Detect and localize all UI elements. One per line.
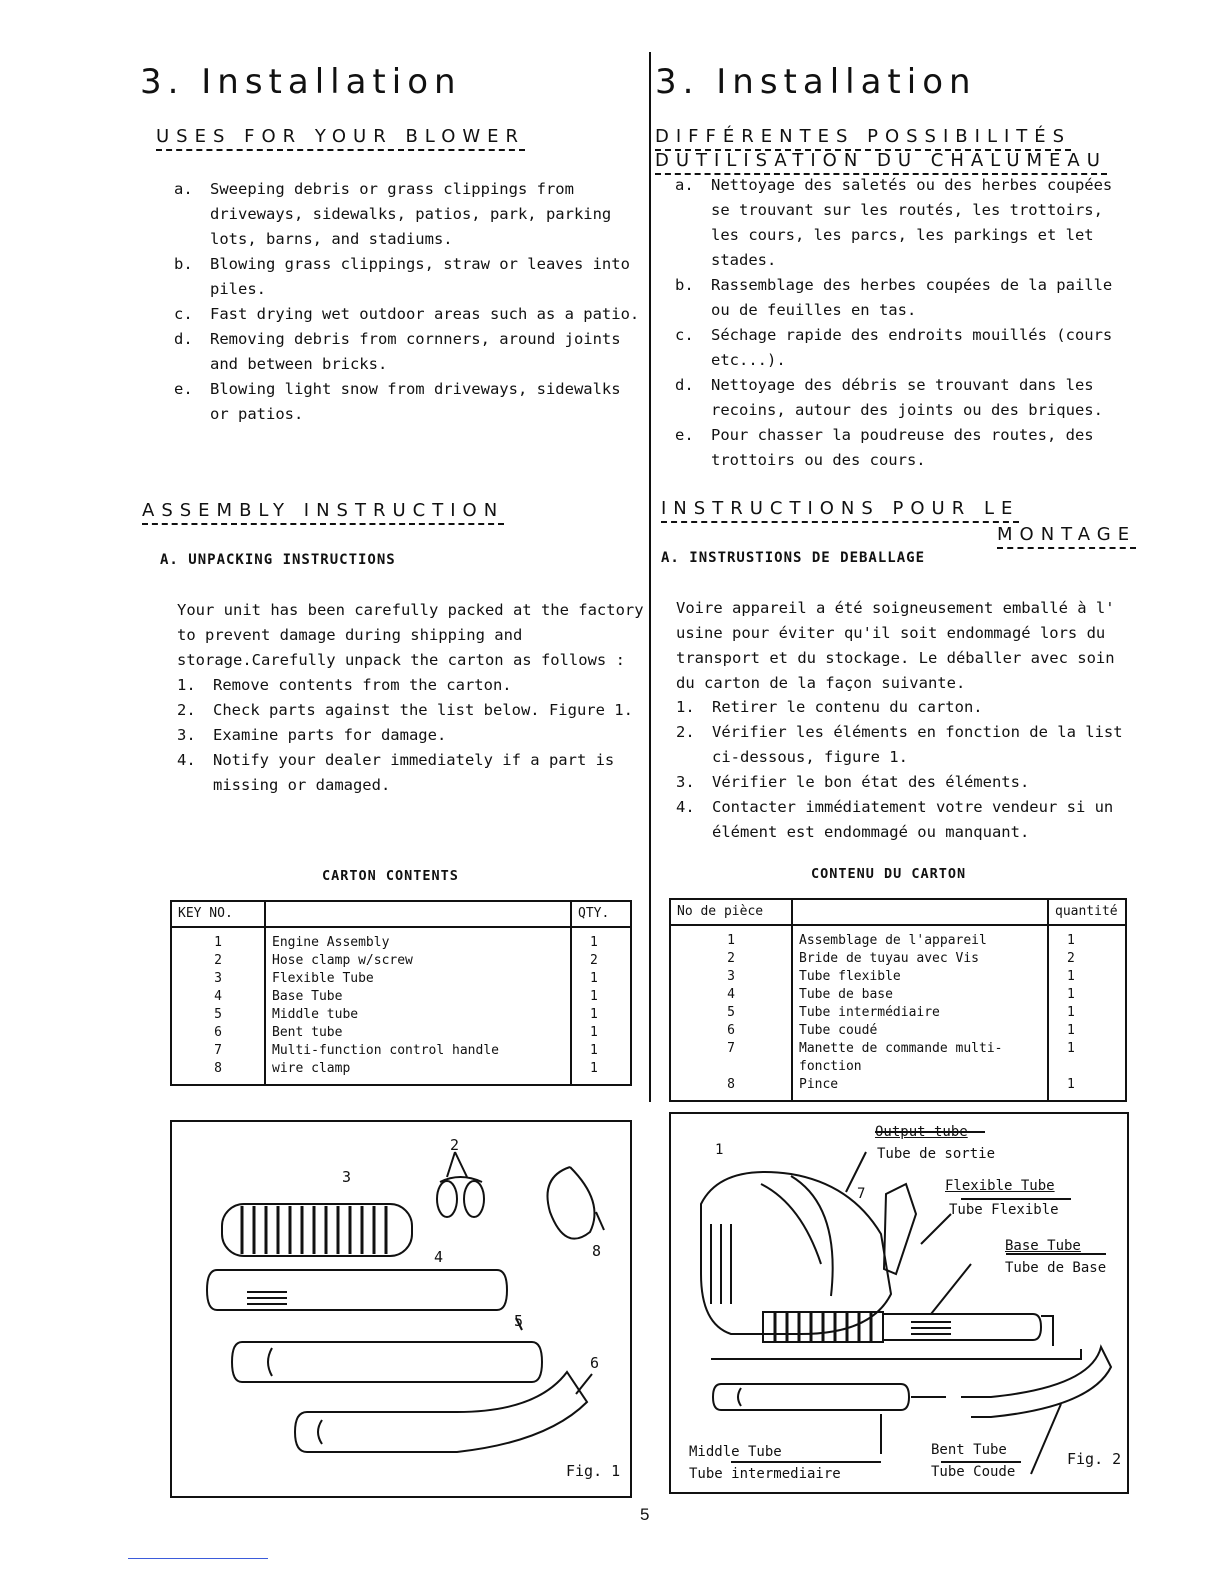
table-cell-qty: 1 [1048,1040,1126,1076]
col-key-fr: No de pièce [670,899,792,925]
list-item-text: Contacter immédiatement votre vendeur si un élément est endommagé ou manquant. [712,798,1114,841]
table-cell-desc: Middle tube [265,1006,571,1024]
fig2-output-fr: Tube de sortie [877,1146,996,1162]
list-item [675,173,1125,273]
table-cell-key: 1 [171,927,265,952]
list-item [676,770,1136,795]
table-cell-qty: 1 [571,927,631,952]
list-item-text: Notify your dealer immediately if a part is missing or damaged. [213,751,615,794]
fig2-bent-fr: Tube Coude [931,1464,1016,1480]
list-item-marker: a. [174,180,193,198]
list-item [177,698,642,723]
table-cell-desc: Tube de base [792,986,1048,1004]
assembly-heading-fr-2: MONTAGE [997,524,1136,549]
list-item-text: Blowing light snow from driveways, sidewalks or patios. [210,380,621,423]
table-cell-qty: 1 [1048,925,1126,950]
list-item [174,302,644,327]
table-cell-key: 7 [670,1040,792,1076]
assembly-heading-fr-1: INSTRUCTIONS POUR LE [661,498,1019,523]
table-cell-desc: Multi-function control handle [265,1042,571,1060]
table-row [171,1024,631,1042]
list-item-text: Blowing grass clippings, straw or leaves into piles. [210,255,630,298]
table-cell-key: 5 [171,1006,265,1024]
fig1-num-3: 3 [342,1168,352,1186]
table-cell-qty: 1 [1048,1076,1126,1101]
table-cell-desc: Base Tube [265,988,571,1006]
figure-2 [669,1112,1129,1494]
fig2-middle-fr: Tube intermediaire [689,1466,841,1482]
list-item [174,177,644,252]
table-cell-key: 1 [670,925,792,950]
fig2-bent-en: Bent Tube [931,1442,1007,1458]
table-cell-desc: Hose clamp w/screw [265,952,571,970]
figure-1-drawing [172,1122,630,1496]
fig1-label: Fig. 1 [566,1462,621,1480]
table-cell-qty: 1 [1048,1004,1126,1022]
list-item-marker: 2. [676,723,695,741]
table-row [670,1076,1126,1101]
table-cell-qty: 1 [571,1024,631,1042]
table-cell-qty: 2 [571,952,631,970]
unpacking-intro: Your unit has been carefully packed at the factory to prevent damage during shipping and storage.Carefully unpack the carton as follows : [177,601,644,669]
carton-table-fr [669,898,1127,1102]
table-cell-key: 3 [670,968,792,986]
list-item-marker: c. [174,305,193,323]
fig2-num-1: 1 [715,1142,724,1158]
table-cell-qty: 1 [1048,1022,1126,1040]
list-item [675,373,1125,423]
uses-heading-fr-2: DUTILISATION DU CHALUMEAU [655,150,1107,175]
table-row [670,950,1126,968]
table-cell-key: 2 [670,950,792,968]
list-item-text: Examine parts for damage. [213,726,447,744]
list-item [174,377,644,427]
fig1-num-4: 4 [434,1248,444,1266]
list-item-text: Retirer le contenu du carton. [712,698,983,716]
list-item [174,327,644,377]
list-item [676,795,1136,845]
list-item-marker: e. [675,426,694,444]
fig1-num-2: 2 [450,1136,460,1154]
page-title-fr: 3. Installation [655,62,977,102]
unpacking-steps-fr [676,695,1136,845]
table-cell-desc: Flexible Tube [265,970,571,988]
table-cell-desc: Manette de commande multi-fonction [792,1040,1048,1076]
table-row [171,1042,631,1060]
table-cell-qty: 2 [1048,950,1126,968]
fig2-flex-fr: Tube Flexible [949,1202,1059,1218]
list-item [177,673,642,698]
fig2-base-fr: Tube de Base [1005,1260,1107,1276]
table-cell-key: 8 [171,1060,265,1085]
list-item-marker: c. [675,326,694,344]
table-row [670,986,1126,1004]
fig1-num-6: 6 [590,1354,600,1372]
list-item [676,720,1136,770]
table-cell-desc: Engine Assembly [265,927,571,952]
carton-title: CARTON CONTENTS [322,868,459,884]
table-row [171,988,631,1006]
table-row [171,1060,631,1085]
table-row [171,970,631,988]
list-item-text: Check parts against the list below. Figure 1. [213,701,633,719]
table-cell-key: 4 [171,988,265,1006]
list-item [177,748,642,798]
table-cell-key: 4 [670,986,792,1004]
list-item-text: Rassemblage des herbes coupées de la paille ou de feuilles en tas. [711,276,1113,319]
table-cell-desc: Tube flexible [792,968,1048,986]
table-cell-key: 3 [171,970,265,988]
table-row [670,1022,1126,1040]
fig1-num-8: 8 [592,1242,602,1260]
list-item-marker: 1. [676,698,695,716]
footer-rule [128,1558,268,1559]
table-row [670,968,1126,986]
table-cell-qty: 1 [1048,986,1126,1004]
page-title: 3. Installation [140,62,462,102]
col-desc [265,901,571,927]
column-divider [649,52,651,1102]
table-cell-desc: Tube coudé [792,1022,1048,1040]
list-item-marker: 1. [177,676,196,694]
unpacking-intro-fr: Voire appareil a été soigneusement emballé à l' usine pour éviter qu'il soit endommagé lors du transport et du stockage. Le déballer avec soin du carton de la façon suivante. [676,599,1115,692]
table-cell-qty: 1 [571,1060,631,1085]
list-item-marker: 4. [676,798,695,816]
col-desc-fr [792,899,1048,925]
list-item [174,252,644,302]
list-item-text: Nettoyage des débris se trouvant dans les recoins, autour des joints ou des briques. [711,376,1103,419]
col-key: KEY NO. [171,901,265,927]
table-row [171,1006,631,1024]
fig2-num-7: 7 [857,1186,866,1202]
list-item-text: Remove contents from the carton. [213,676,512,694]
list-item [177,723,642,748]
table-cell-qty: 1 [571,970,631,988]
list-item-text: Nettoyage des saletés ou des herbes coupées se trouvant sur les routés, les trottoirs, les cours, les parcs, les parkings et let stades. [711,176,1113,269]
list-item [675,423,1125,473]
table-cell-desc: wire clamp [265,1060,571,1085]
page-number: 5 [640,1505,650,1524]
list-item-text: Vérifier le bon état des éléments. [712,773,1030,791]
list-item-marker: 4. [177,751,196,769]
list-item-marker: a. [675,176,694,194]
table-cell-key: 5 [670,1004,792,1022]
table-cell-desc: Bride de tuyau avec Vis [792,950,1048,968]
col-qty: QTY. [571,901,631,927]
table-cell-key: 8 [670,1076,792,1101]
table-cell-key: 6 [171,1024,265,1042]
fig1-num-5: 5 [514,1312,524,1330]
list-item-marker: 3. [177,726,196,744]
table-cell-key: 6 [670,1022,792,1040]
list-item [676,695,1136,720]
list-item-text: Pour chasser la poudreuse des routes, des trottoirs ou des cours. [711,426,1094,469]
table-cell-qty: 1 [571,988,631,1006]
list-item-marker: 3. [676,773,695,791]
fig2-flex-en: Flexible Tube [945,1178,1055,1194]
table-cell-desc: Assemblage de l'appareil [792,925,1048,950]
fig2-middle-en: Middle Tube [689,1444,782,1460]
list-item-text: Vérifier les éléments en fonction de la list ci-dessous, figure 1. [712,723,1123,766]
col-qty-fr: quantité [1048,899,1126,925]
unpacking-heading-fr: A. INSTRUSTIONS DE DEBALLAGE [661,550,926,566]
unpacking-heading: A. UNPACKING INSTRUCTIONS [160,552,396,568]
table-cell-desc: Tube intermédiaire [792,1004,1048,1022]
list-item-marker: d. [174,330,193,348]
list-item-text: Sweeping debris or grass clippings from driveways, sidewalks, patios, park, parking lots, barns, and stadiums. [210,180,612,248]
carton-table [170,900,632,1086]
list-item [675,273,1125,323]
assembly-heading: ASSEMBLY INSTRUCTION [142,500,504,525]
table-row [670,925,1126,950]
table-cell-desc: Pince [792,1076,1048,1101]
uses-list-fr [675,173,1125,473]
fig2-output-en: Output tube [875,1124,968,1140]
uses-heading: USES FOR YOUR BLOWER [156,126,525,151]
uses-heading-fr-1: DIFFÉRENTES POSSIBILITÉS [655,126,1071,151]
figure-2-drawing [671,1114,1127,1492]
table-cell-key: 2 [171,952,265,970]
fig2-label: Fig. 2 [1067,1450,1122,1468]
table-cell-key: 7 [171,1042,265,1060]
table-row [670,1004,1126,1022]
list-item-marker: b. [675,276,694,294]
table-row [171,927,631,952]
table-cell-qty: 1 [1048,968,1126,986]
list-item-text: Removing debris from cornners, around joints and between bricks. [210,330,621,373]
uses-list [174,177,644,427]
table-cell-desc: Bent tube [265,1024,571,1042]
figure-1 [170,1120,632,1498]
carton-title-fr: CONTENU DU CARTON [811,866,967,882]
table-row [171,952,631,970]
list-item-marker: 2. [177,701,196,719]
list-item-marker: d. [675,376,694,394]
list-item-text: Fast drying wet outdoor areas such as a patio. [210,305,640,323]
table-row [670,1040,1126,1076]
unpacking-steps [177,673,642,798]
list-item-text: Séchage rapide des endroits mouillés (cours etc...). [711,326,1113,369]
list-item-marker: e. [174,380,193,398]
fig2-base-en: Base Tube [1005,1238,1081,1254]
table-cell-qty: 1 [571,1042,631,1060]
list-item-marker: b. [174,255,193,273]
list-item [675,323,1125,373]
table-cell-qty: 1 [571,1006,631,1024]
